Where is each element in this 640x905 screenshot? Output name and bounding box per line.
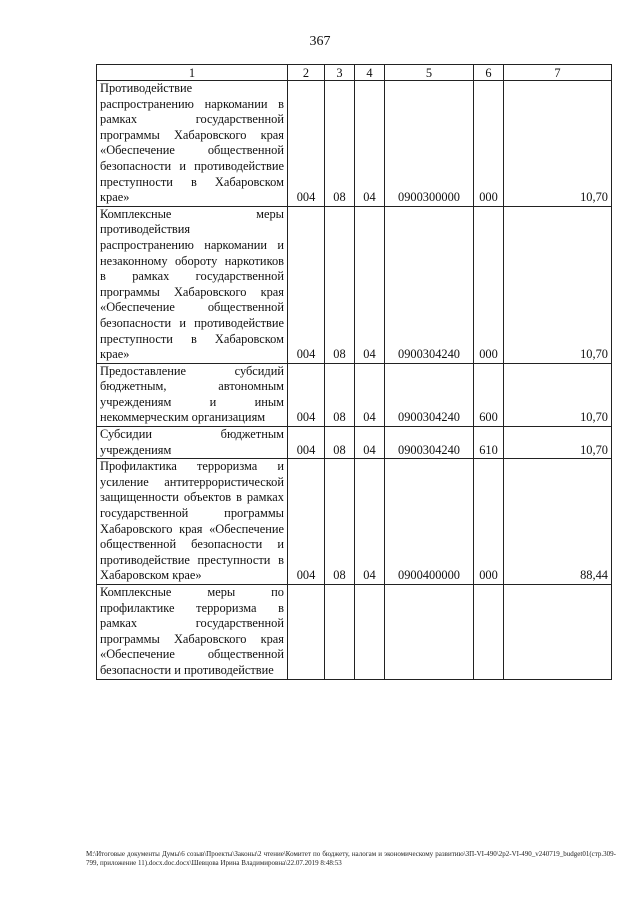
expense-type-code [474,585,504,680]
ved-code: 004 [288,427,325,459]
amount: 10,70 [504,363,612,426]
section-code [325,585,355,680]
subsection-code: 04 [355,363,385,426]
amount: 88,44 [504,459,612,585]
file-path-footer: M:\Итоговые документы Думы\6 созыв\Проекты\Законы\2 чтение\Комитет по бюджету, налогам и экономическому развитию\ЗП-VI-490\2р2-VI-490_v240719_budget01(стр.309-799, приложение 11).docx.doc.docx\Шевцова Ирина Владимировна\22.07.2019 8:48:53 [86,850,616,867]
table-row [97,206,612,363]
budget-table [96,64,612,680]
target-article-code: 0900300000 [385,81,474,207]
table-row [97,363,612,426]
page-number: 367 [309,34,331,49]
subsection-code: 04 [355,459,385,585]
subsection-code: 04 [355,206,385,363]
row-name: Противодействие распространению наркомании в рамках государственной программы Хабаровского края «Обеспечение общественной безопасности и противодействие преступности в Хабаровском крае» [97,81,288,207]
amount: 10,70 [504,206,612,363]
col-header-2: 2 [288,65,325,81]
row-name: Субсидии бюджетным учреждениям [97,427,288,459]
col-header-4: 4 [355,65,385,81]
ved-code: 004 [288,206,325,363]
section-code: 08 [325,81,355,207]
row-name: Комплексные меры противодействия распространению наркомании и незаконному обороту наркотиков в рамках государственной программы Хабаровского края «Обеспечение общественной безопасности и противодействие преступности в Хабаровском крае» [97,206,288,363]
target-article-code: 0900304240 [385,363,474,426]
row-name: Профилактика терроризма и усиление антитеррористической защищенности объектов в рамках государственной программы Хабаровского края «Обеспечение общественной безопасности и противодействие преступности в Хабаровском крае» [97,459,288,585]
table-row [97,459,612,585]
header-row [97,65,612,81]
amount: 10,70 [504,81,612,207]
row-name: Предоставление субсидий бюджетным, автономным учреждениям и иным некоммерческим организациям [97,363,288,426]
expense-type-code: 000 [474,459,504,585]
ved-code: 004 [288,459,325,585]
amount [504,585,612,680]
ved-code [288,585,325,680]
expense-type-code: 000 [474,81,504,207]
expense-type-code: 600 [474,363,504,426]
target-article-code: 0900304240 [385,206,474,363]
row-name: Комплексные меры по профилактике терроризма в рамках государственной программы Хабаровского края «Обеспечение общественной безопасности и противодействие [97,585,288,680]
col-header-6: 6 [474,65,504,81]
ved-code: 004 [288,81,325,207]
subsection-code: 04 [355,81,385,207]
col-header-1: 1 [97,65,288,81]
section-code: 08 [325,427,355,459]
expense-type-code: 610 [474,427,504,459]
table-row [97,585,612,680]
subsection-code: 04 [355,427,385,459]
col-header-5: 5 [385,65,474,81]
target-article-code [385,585,474,680]
table-row [97,427,612,459]
target-article-code: 0900304240 [385,427,474,459]
col-header-7: 7 [504,65,612,81]
target-article-code: 0900400000 [385,459,474,585]
expense-type-code: 000 [474,206,504,363]
table-row [97,81,612,207]
col-header-3: 3 [325,65,355,81]
section-code: 08 [325,459,355,585]
amount: 10,70 [504,427,612,459]
section-code: 08 [325,363,355,426]
section-code: 08 [325,206,355,363]
ved-code: 004 [288,363,325,426]
subsection-code [355,585,385,680]
